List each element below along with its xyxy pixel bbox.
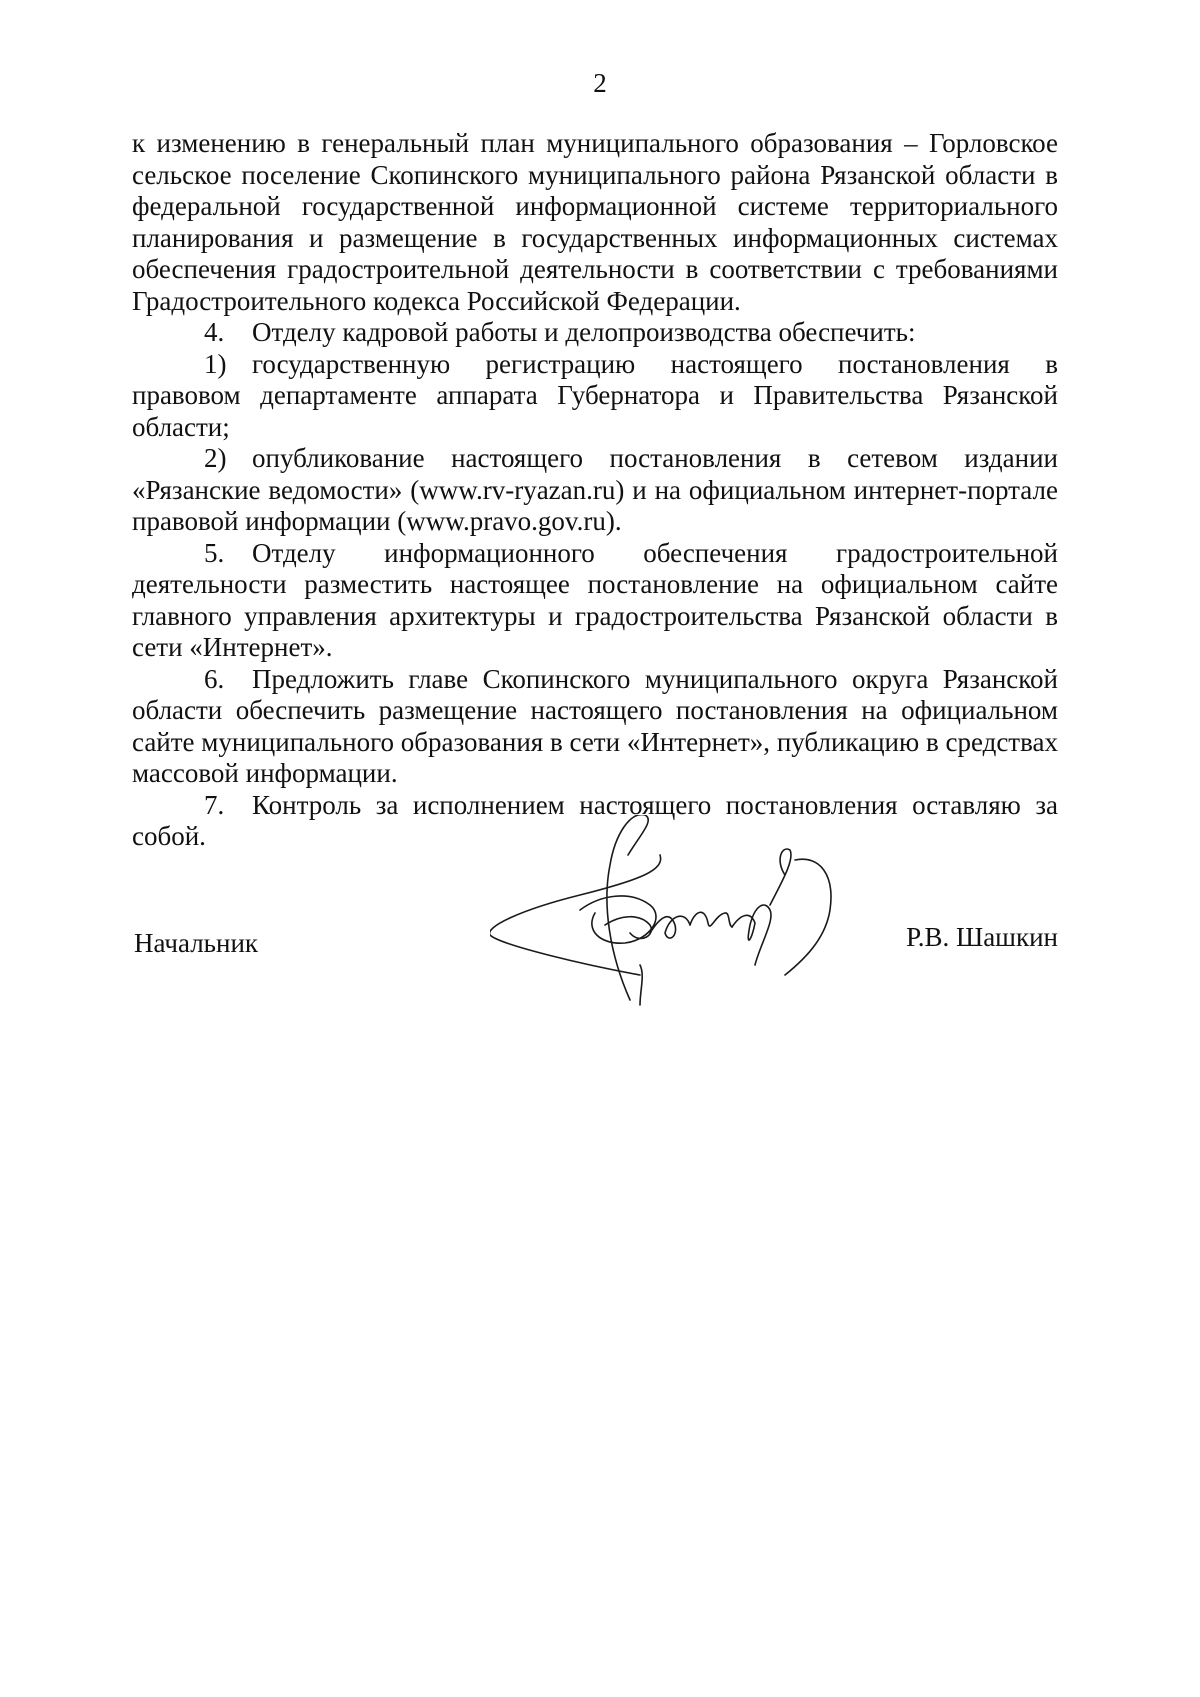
paragraph-text: Отделу кадровой работы и делопроизводства обеспечить: — [252, 317, 916, 347]
item-number: 4. — [204, 317, 225, 347]
paragraph-item-6 — [132, 664, 1058, 790]
paragraph-text: Отделу информационного обеспечения градостроительной деятельности разместить настоящее постановление на официальном сайте главного управления архитектуры и градостроительства Рязанской области в сети «Интернет». — [132, 537, 1058, 662]
item-number: 6. — [204, 663, 225, 694]
document-body — [132, 128, 1058, 853]
item-number: 1) — [204, 348, 227, 379]
paragraph-text: Контроль за исполнением настоящего постановления оставляю за собой. — [132, 789, 1058, 851]
paragraph-continuation — [132, 128, 1058, 317]
paragraph-text: Предложить главе Скопинского муниципального округа Рязанской области обеспечить размещение настоящего постановления на официальном сайте муниципального образования в сети «Интернет», публикацию в средствах массовой информации. — [132, 663, 1058, 788]
item-number: 2) — [204, 443, 227, 473]
item-number: 7. — [204, 789, 225, 820]
paragraph-subitem-2 — [132, 443, 1058, 538]
paragraph-text: к изменению в генеральный план муниципального образования – Горловское сельское поселение Скопинского муниципального района Рязанской области в федеральной государственной информационной системе территориального планирования и размещение в государственных информационных системах обеспечения градостроительной деятельности в соответствии с требованиями Градостроительного кодекса Российской Федерации. — [132, 128, 1058, 316]
paragraph-text: государственную регистрацию настоящего постановления в правовом департаменте аппарата Губернатора и Правительства Рязанской области; — [132, 348, 1058, 442]
paragraph-text: опубликование настоящего постановления в сетевом издании «Рязанские ведомости» (www.rv-ryazan.ru) и на официальном интернет-портале правовой информации (www.pravo.gov.ru). — [132, 443, 1058, 536]
paragraph-item-7 — [132, 790, 1058, 853]
signer-name: Р.В. Шашкин — [906, 922, 1058, 952]
page-number: 2 — [593, 68, 607, 98]
signer-position: Начальник — [134, 928, 259, 958]
paragraph-item-5 — [132, 538, 1058, 664]
paragraph-subitem-1 — [132, 349, 1058, 444]
paragraph-item-4 — [132, 317, 1058, 349]
item-number: 5. — [204, 537, 225, 568]
